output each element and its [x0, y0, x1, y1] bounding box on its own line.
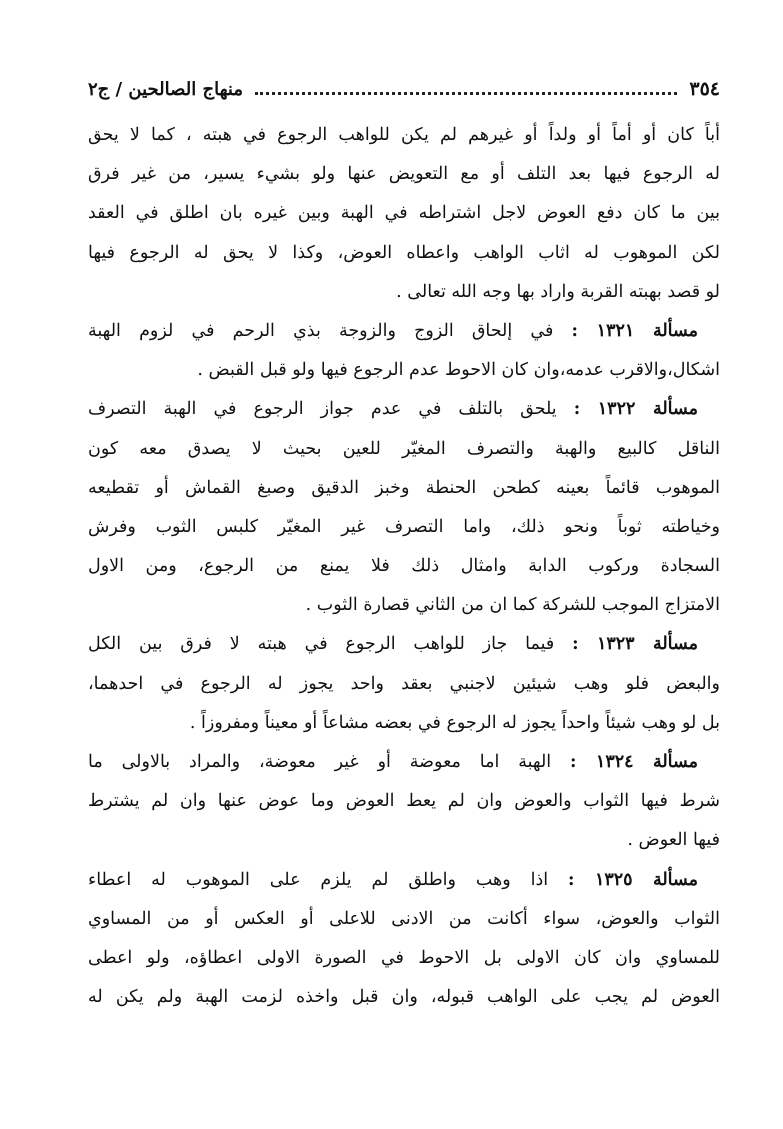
text-line: والبعض فلو وهب شيئين لاجنبي بعقد واحد يجوز له الرجوع في احدهما، — [88, 673, 720, 694]
masala-label: مسألة ١٣٢٥ : — [568, 869, 699, 890]
text-line: الثواب والعوض، سواء أكانت من الادنى للاعلى أو العكس أو من المساوي — [88, 908, 720, 929]
book-page — [88, 78, 720, 1017]
masala-line: مسألة ١٣٢٥ : اذا وهب واطلق لم يلزم على الموهوب له اعطاء — [88, 869, 699, 890]
header-dotted-leader — [255, 84, 677, 95]
masala-label: مسألة ١٣٢٣ : — [572, 634, 698, 655]
masala-line: مسألة ١٣٢٣ : فيما جاز للواهب الرجوع في هبته لا فرق بين الكل — [88, 634, 698, 655]
text-line: بين ما كان دفع العوض لاجل اشتراطه في الهبة وبين غيره بان اطلق في العقد — [88, 203, 720, 224]
text-line: له الرجوع فيها بعد التلف أو مع التعويض عنها ولو بشيء يسير، من غير فرق — [88, 164, 720, 185]
text-line: الامتزاج الموجب للشركة كما ان من الثاني قصارة الثوب . — [305, 595, 720, 616]
text-line: لو قصد بهبته القربة واراد بها وجه الله تعالى . — [396, 281, 720, 302]
masala-label: مسألة ١٣٢٤ : — [570, 752, 698, 772]
text-line: السجادة وركوب الدابة وامثال ذلك فلا يمنع من الرجوع، ومن الاول — [88, 556, 720, 577]
page-number: ٣٥٤ — [689, 78, 720, 100]
text-line: وخياطته ثوباً ونحو ذلك، واما التصرف غير المغيّر كلبس الثوب وفرش — [88, 516, 720, 537]
text-line: بل لو وهب شيئاً واحداً يجوز له الرجوع في بعضه مشاعاً أو معيناً ومفروزاً . — [189, 712, 720, 733]
masala-label: مسألة ١٣٢٢ : — [573, 399, 698, 420]
page-header — [88, 78, 720, 112]
masala-line: مسألة ١٣٢٢ : يلحق بالتلف في عدم جواز الرجوع في الهبة التصرف — [88, 399, 698, 420]
page-body — [88, 116, 720, 1017]
text-line: اشكال،والاقرب عدمه،وان كان الاحوط عدم الرجوع فيها ولو قبل القبض . — [197, 360, 720, 381]
masala-line: مسألة ١٣٢١ : في إلحاق الزوج والزوجة بذي الرحم في لزوم الهبة — [88, 320, 698, 341]
masala-label: مسألة ١٣٢١ : — [571, 320, 698, 341]
text-line: الناقل كالبيع والهبة والتصرف المغيّر للعين بحيث لا يصدق معه كون — [88, 438, 720, 459]
masala-line: مسألة ١٣٢٤ : الهبة اما معوضة أو غير معوضة، والمراد بالاولى ما — [88, 752, 698, 772]
text-line: أباً كان أو أماً أو ولداً أو غيرهم لم يكن للواهب الرجوع في هبته ، كما لا يحق — [88, 125, 720, 145]
text-line: فيها العوض . — [627, 830, 720, 851]
text-line: شرط فيها الثواب والعوض وان لم يعط العوض وما عوض عنها وان لم يشترط — [88, 791, 720, 812]
text-line: الموهوب قائماً بعينه كطحن الحنطة وخبز الدقيق وصبغ القماش أو تقطيعه — [88, 477, 720, 498]
text-line: للمساوي وان كان الاولى بل الاحوط في الصورة الاولى اعطاؤه، ولو اعطى — [88, 947, 720, 968]
text-line: العوض لم يجب على الواهب قبوله، وان قبل واخذه لزمت الهبة ولم يكن له — [88, 987, 720, 1008]
book-title: منهاج الصالحين / ج٢ — [88, 79, 243, 100]
text-line: لكن الموهوب له اثاب الواهب واعطاه العوض، وكذا لا يحق له الرجوع فيها — [88, 242, 720, 263]
